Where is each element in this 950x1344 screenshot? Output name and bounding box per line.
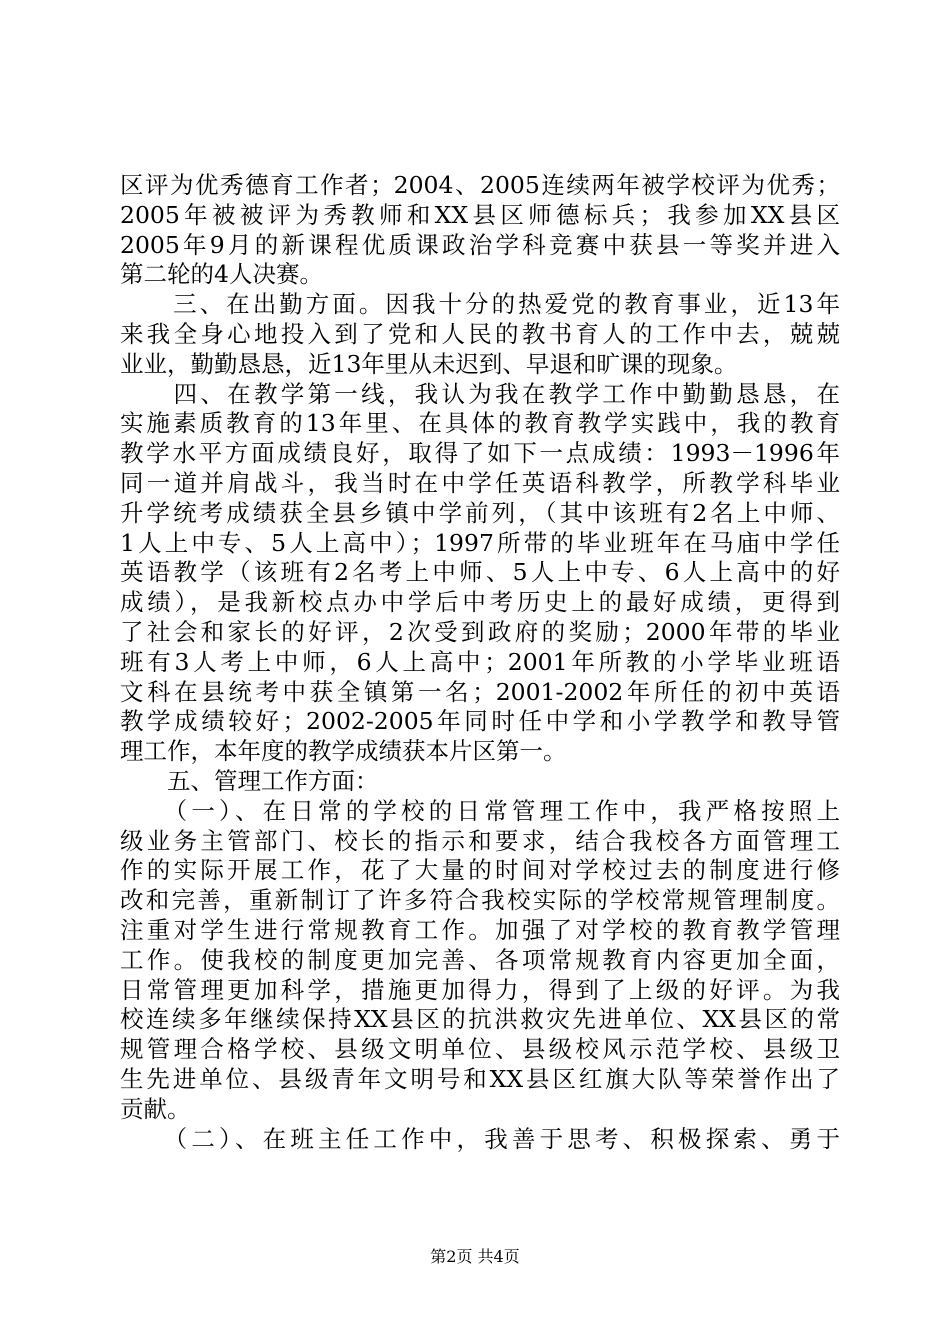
body-text-line: 1人上中专、5人上高中）；1997所带的毕业班年在马庙中学任 [120, 528, 840, 557]
body-text-line: 四、在教学第一线，我认为我在教学工作中勤勤恳恳，在 [120, 379, 840, 408]
body-text-line: 级业务主管部门、校长的指示和要求，结合我校各方面管理工 [120, 826, 840, 855]
body-text-line: 三、在出勤方面。因我十分的热爱党的教育事业，近13年 [120, 290, 840, 319]
body-text-line: 2005年被被评为秀教师和XX县区师德标兵；我参加XX县区 [120, 200, 840, 229]
body-text-line: 2005年9月的新课程优质课政治学科竞赛中获县一等奖并进入 [120, 230, 840, 259]
body-text-line: 成绩），是我新校点办中学后中考历史上的最好成绩，更得到 [120, 588, 840, 617]
body-text-line: 五、管理工作方面： [120, 766, 379, 795]
body-text-line: 来我全身心地投入到了党和人民的教书育人的工作中去，兢兢 [120, 319, 840, 348]
document-body [120, 171, 840, 1154]
body-text-line: 日常管理更加科学，措施更加得力，得到了上级的好评。为我 [120, 975, 840, 1004]
body-text-line: 规管理合格学校、县级文明单位、县级校风示范学校、县级卫 [120, 1035, 840, 1064]
body-text-line: 了社会和家长的好评，2次受到政府的奖励；2000年带的毕业 [120, 617, 840, 646]
body-text-line: 文科在县统考中获全镇第一名；2001-2002年所任的初中英语 [120, 677, 840, 706]
body-text-line: 工作。使我校的制度更加完善、各项常规教育内容更加全面， [120, 945, 840, 974]
page-footer: 第2页 共4页 [430, 1247, 520, 1266]
body-text-line: 同一道并肩战斗，我当时在中学任英语科教学，所教学科毕业 [120, 468, 840, 497]
body-text-line: 作的实际开展工作，花了大量的时间对学校过去的制度进行修 [120, 856, 840, 885]
body-text-line: 教学成绩较好；2002-2005年同时任中学和小学教学和教导管 [120, 707, 840, 736]
body-text-line: 理工作，本年度的教学成绩获本片区第一。 [120, 737, 567, 766]
body-text-line: 英语教学（该班有2名考上中师、5人上中专、6人上高中的好 [120, 558, 840, 587]
body-text-line: 第二轮的4人决赛。 [120, 260, 323, 289]
body-text-line: 升学统考成绩获全县乡镇中学前列，（其中该班有2名上中师、 [120, 498, 840, 527]
body-text-line: 贡献。 [120, 1094, 191, 1123]
body-text-line: 生先进单位、县级青年文明号和XX县区红旗大队等荣誉作出了 [120, 1064, 840, 1093]
body-text-line: 改和完善，重新制订了许多符合我校实际的学校常规管理制度。 [120, 886, 840, 915]
body-text-line: 班有3人考上中师，6人上高中；2001年所教的小学毕业班语 [120, 647, 840, 676]
body-text-line: （一）、在日常的学校的日常管理工作中，我严格按照上 [120, 796, 840, 825]
body-text-line: 实施素质教育的13年里、在具体的教育教学实践中，我的教育 [120, 409, 840, 438]
body-text-line: 教学水平方面成绩良好，取得了如下一点成绩：1993－1996年 [120, 439, 840, 468]
body-text-line: （二）、在班主任工作中，我善于思考、积极探索、勇于 [120, 1124, 840, 1153]
body-text-line: 注重对学生进行常规教育工作。加强了对学校的教育教学管理 [120, 915, 840, 944]
body-text-line: 校连续多年继续保持XX县区的抗洪救灾先进单位、XX县区的常 [120, 1005, 840, 1034]
body-text-line: 业业，勤勤恳恳，近13年里从未迟到、早退和旷课的现象。 [120, 349, 738, 378]
body-text-line: 区评为优秀德育工作者；2004、2005连续两年被学校评为优秀； [120, 171, 840, 199]
